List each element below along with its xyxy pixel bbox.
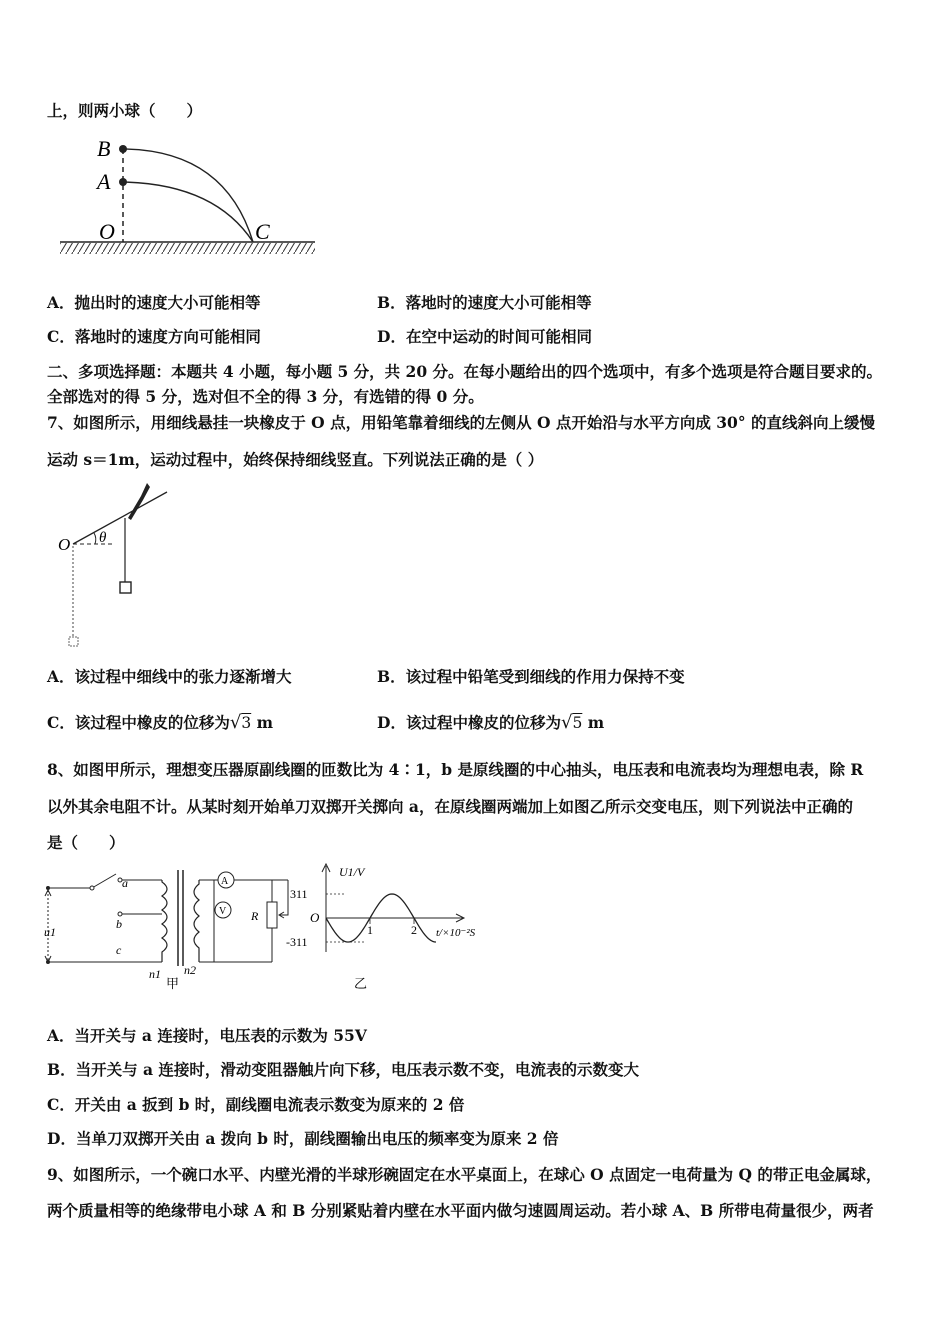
label-theta: θ [99, 530, 107, 546]
label-B: B [97, 136, 111, 161]
q8-voltage-graph [284, 862, 514, 992]
q7-option-d [377, 713, 604, 733]
q7-pencil-figure [55, 478, 185, 653]
q7-option-d-text: D．该过程中橡皮的位移为 [377, 713, 561, 732]
q7-option-b: B．该过程中铅笔受到细线的作用力保持不变 [377, 667, 685, 686]
q8-option-a: A．当开关与 a 连接时，电压表的示数为 55V [47, 1026, 367, 1045]
q6-option-b: B．落地时的速度大小可能相等 [377, 293, 592, 312]
section2-line1: 二、多项选择题：本题共 4 小题，每小题 5 分，共 20 分。在每小题给出的四个选项中，有多个选项是符合题目要求的。 [47, 362, 883, 381]
q6-stem-tail: 上，则两小球（ ） [47, 101, 203, 120]
y-axis-label: U1/V [339, 865, 365, 879]
q7-option-c-text: C．该过程中橡皮的位移为 [47, 713, 230, 732]
y-min-label: -311 [286, 935, 308, 949]
x-tick-2: 2 [411, 923, 417, 937]
q8-stem-line3: 是（ ） [47, 833, 125, 852]
q9-stem-line2: 两个质量相等的绝缘带电小球 A 和 B 分别紧贴着内壁在水平面内做匀速圆周运动。若小球 A、B 所带电荷量很少，两者 [47, 1201, 874, 1220]
y-max-label: 311 [290, 887, 308, 901]
q7-option-c-radicand: 3 [241, 714, 252, 732]
q6-projectile-figure [55, 132, 335, 267]
x-axis-label: t/×10⁻²S [436, 927, 476, 939]
q8-stem-line2: 以外其余电阻不计。从某时刻开始单刀双掷开关掷向 a，在原线圈两端加上如图乙所示交变电压，则下列说法中正确的 [47, 797, 853, 816]
label-u1: u1 [44, 925, 56, 939]
sqrt-symbol: √ [560, 712, 573, 733]
q8-stem-line1: 8、如图甲所示，理想变压器原副线圈的匝数比为 4∶1，b 是原线圈的中心抽头，电压表和电流表均为理想电表，除 R [47, 760, 864, 779]
label-n1: n1 [149, 967, 161, 981]
q6-option-a: A．抛出时的速度大小可能相等 [47, 293, 261, 312]
section2-line2: 全部选对的得 5 分，选对但不全的得 3 分，有选错的得 0 分。 [47, 387, 484, 406]
label-C: C [255, 219, 270, 244]
q8-transformer-circuit [44, 862, 294, 992]
q9-stem-line1: 9、如图所示，一个碗口水平、内壁光滑的半球形碗固定在水平桌面上，在球心 O 点固定一电荷量为 Q 的带正电金属球， [47, 1165, 882, 1184]
q7-option-d-unit: m [587, 713, 605, 732]
label-n2: n2 [184, 963, 196, 977]
q6-option-d: D．在空中运动的时间可能相同 [377, 327, 592, 346]
ammeter-symbol: A [221, 876, 229, 887]
q6-option-c: C．落地时的速度方向可能相同 [47, 327, 261, 346]
q7-option-d-radicand: 5 [572, 714, 583, 732]
voltmeter-symbol: V [219, 906, 227, 917]
label-b: b [116, 917, 122, 931]
label-R: R [251, 909, 259, 923]
label-O: O [58, 535, 71, 554]
sqrt-symbol: √ [229, 712, 242, 733]
q8-option-c: C．开关由 a 扳到 b 时，副线圈电流表示数变为原来的 2 倍 [47, 1095, 465, 1114]
label-A: A [97, 169, 111, 194]
origin-label: O [310, 910, 320, 925]
label-O: O [99, 219, 115, 244]
q7-option-a: A．该过程中细线中的张力逐渐增大 [47, 667, 292, 686]
label-yi: 乙 [354, 976, 368, 991]
x-tick-1: 1 [367, 923, 373, 937]
label-a: a [122, 876, 128, 890]
label-jia: 甲 [166, 976, 180, 991]
q7-stem-line1: 7、如图所示，用细线悬挂一块橡皮于 O 点，用铅笔靠着细线的左侧从 O 点开始沿与水平方向成 30° 的直线斜向上缓慢 [47, 413, 875, 432]
q8-option-b: B．当开关与 a 连接时，滑动变阻器触片向下移，电压表示数不变，电流表的示数变大 [47, 1060, 639, 1079]
q7-stem-line2: 运动 s＝1m，运动过程中，始终保持细线竖直。下列说法正确的是（ ） [47, 450, 544, 469]
q8-option-d: D．当单刀双掷开关由 a 拨向 b 时，副线圈输出电压的频率变为原来 2 倍 [47, 1129, 559, 1148]
q7-option-c-unit: m [256, 713, 274, 732]
q7-option-c [47, 713, 273, 733]
label-c: c [116, 943, 122, 957]
